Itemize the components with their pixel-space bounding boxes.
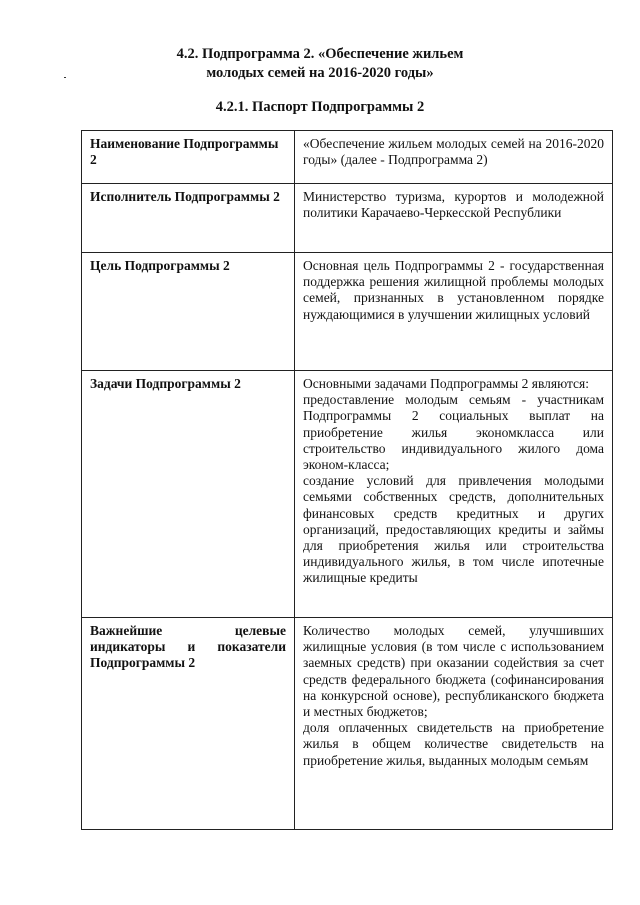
- passport-row-name: [82, 131, 613, 184]
- passport-row-goal: [82, 253, 613, 371]
- passport-table: [81, 130, 613, 830]
- passport-heading: 4.2.1. Паспорт Подпрограммы 2: [215, 99, 425, 115]
- section-heading: [0, 45, 640, 83]
- passport-value-paragraph: Министерство туризма, курортов и молодежной политики Карачаево-Черкесской Республики: [303, 189, 604, 221]
- passport-label: Наименование Подпрограммы 2: [82, 131, 295, 184]
- scan-speck: [64, 77, 66, 78]
- passport-label: Цель Подпрограммы 2: [82, 253, 295, 371]
- passport-label: Важнейшие целевые индикаторы и показатели Подпрограммы 2: [82, 618, 295, 830]
- section-heading-line-1: 4.2. Подпрограмма 2. «Обеспечение жильем: [176, 46, 464, 62]
- passport-value: [295, 131, 613, 184]
- passport-value: [295, 618, 613, 830]
- section-heading-line-2: молодых семей на 2016-2020 годы»: [206, 65, 434, 81]
- passport-value-paragraph: Основная цель Подпрограммы 2 - государственная поддержка решения жилищной проблемы молодых семей, признанных в установленном порядке нуждающимися в улучшении жилищных условий: [303, 258, 604, 322]
- passport-value-paragraph: доля оплаченных свидетельств на приобретение жилья в общем количестве свидетельств на приобретение жилья, выданных молодым семьям: [303, 720, 604, 768]
- passport-row-executor: [82, 184, 613, 253]
- passport-table-body: [82, 131, 613, 830]
- passport-row-tasks: [82, 371, 613, 618]
- passport-value: [295, 253, 613, 371]
- passport-value-paragraph: Количество молодых семей, улучшивших жилищные условия (в том числе с использованием заемных средств) при оказании содействия за счет средств федерального бюджета (софинансирования на конкурсной основе), республиканского бюджета и местных бюджетов;: [303, 623, 604, 720]
- passport-value-paragraph: Основными задачами Подпрограммы 2 являются:: [303, 376, 590, 391]
- passport-label: Исполнитель Подпрограммы 2: [82, 184, 295, 253]
- passport-label: Задачи Подпрограммы 2: [82, 371, 295, 618]
- passport-value-paragraph: «Обеспечение жильем молодых семей на 2016-2020 годы» (далее - Подпрограмма 2): [303, 136, 604, 168]
- passport-value: [295, 184, 613, 253]
- passport-value-paragraph: предоставление молодым семьям - участникам Подпрограммы 2 социальных выплат на приобретение жилья экономкласса или строительство индивидуального жилого дома эконом-класса;: [303, 392, 604, 473]
- passport-value-paragraph: создание условий для привлечения молодыми семьями собственных средств, дополнительных финансовых средств кредитных и других организаций, предоставляющих кредиты и займы для приобретения жилья или строительства индивидуального жилья, в том числе ипотечные жилищные кредиты: [303, 473, 604, 586]
- passport-row-indicators: [82, 618, 613, 830]
- passport-value: [295, 371, 613, 618]
